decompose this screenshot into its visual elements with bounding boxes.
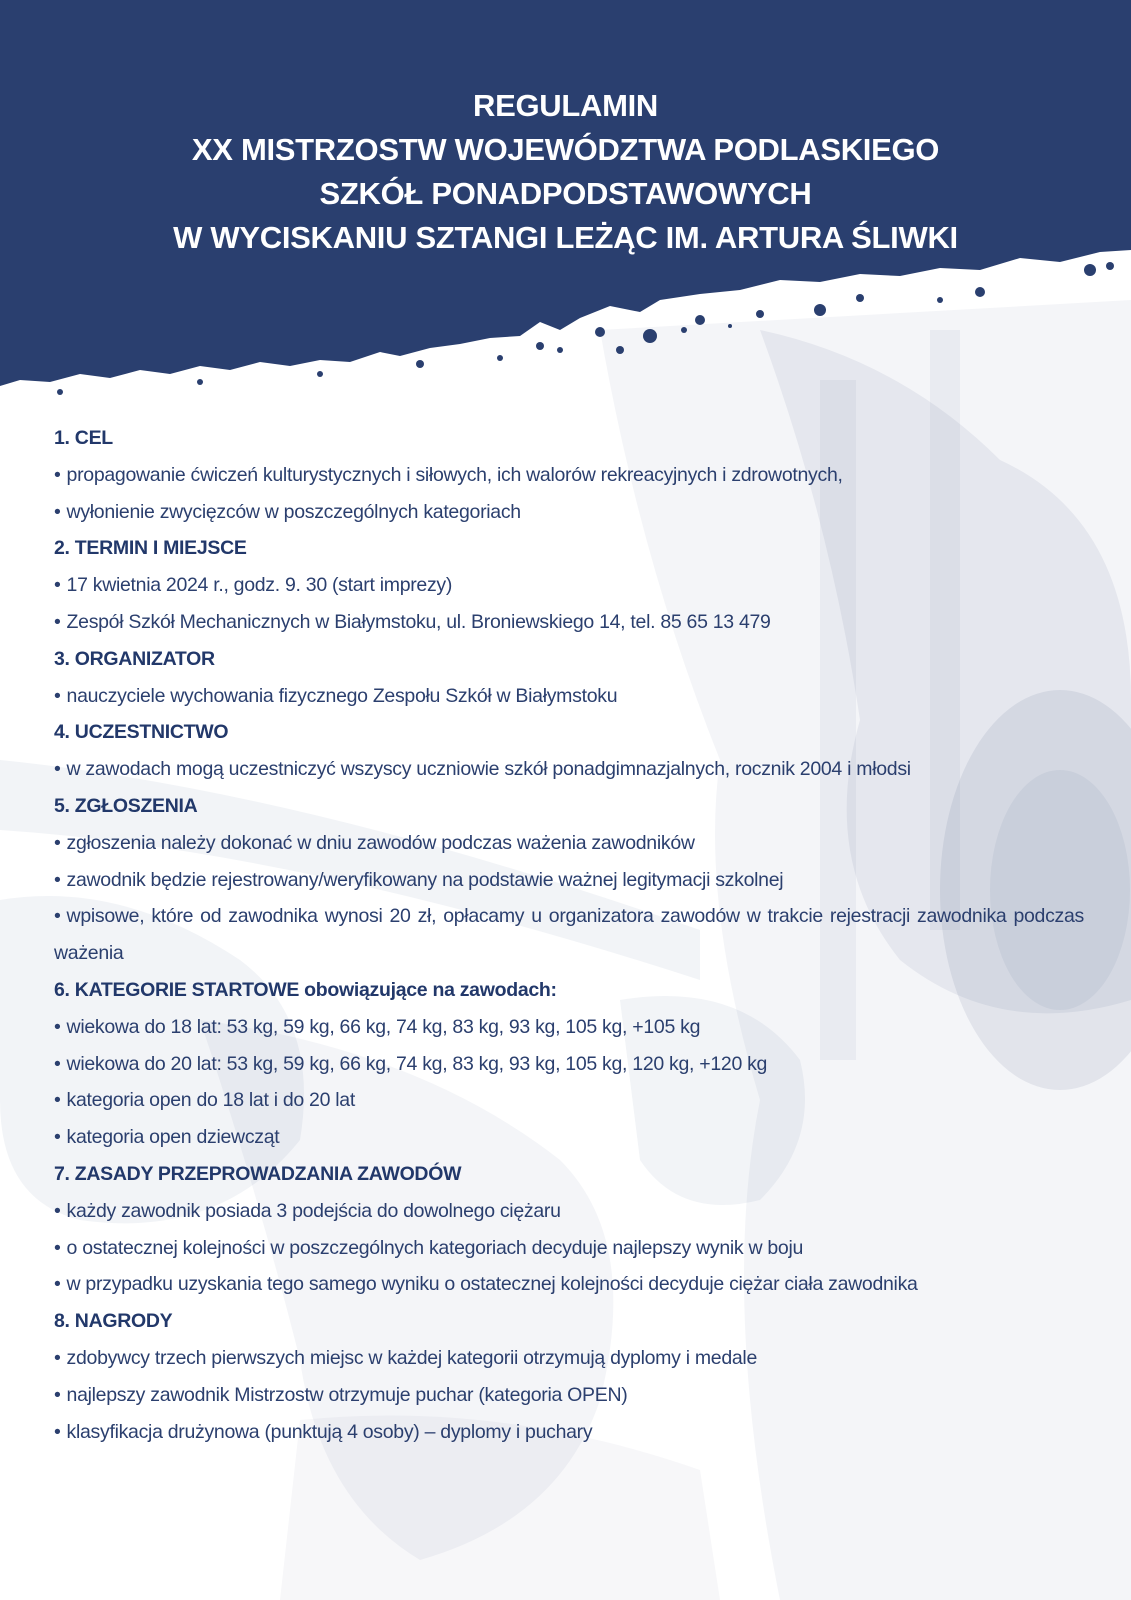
section-heading: 8. NAGRODY [54,1310,173,1333]
section-date-place [54,530,1084,640]
section-heading: 3. ORGANIZATOR [54,647,215,670]
section-heading: 2. TERMIN I MIEJSCE [54,537,247,560]
list-item: • nauczyciele wychowania fizycznego Zespołu Szkół w Białymstoku [54,684,618,707]
list-item: • Zespół Szkół Mechanicznych w Białymstoku, ul. Broniewskiego 14, tel. 85 65 13 479 [54,610,771,633]
section-awards [54,1303,1084,1450]
section-heading: 5. ZGŁOSZENIA [54,794,198,817]
section-participation [54,714,1084,788]
list-item: • klasyfikacja drużynowa (punktują 4 osoby) – dyplomy i puchary [54,1420,593,1443]
list-item: • zgłoszenia należy dokonać w dniu zawodów podczas ważenia zawodników [54,831,695,854]
section-rules [54,1156,1084,1303]
title-line-3: SZKÓŁ PONADPODSTAWOWYCH [319,176,812,211]
list-item: • kategoria open do 18 lat i do 20 lat [54,1089,355,1112]
list-item: • propagowanie ćwiczeń kulturystycznych i siłowych, ich walorów rekreacyjnych i zdrowotnych, [54,463,843,486]
list-item: • wyłonienie zwycięzców w poszczególnych kategoriach [54,500,521,523]
document-title [0,84,1131,260]
list-item: • 17 kwietnia 2024 r., godz. 9. 30 (start imprezy) [54,574,453,597]
section-heading: 6. KATEGORIE STARTOWE obowiązujące na zawodach: [54,978,557,1001]
list-item: • zdobywcy trzech pierwszych miejsc w każdej kategorii otrzymują dyplomy i medale [54,1346,758,1369]
section-heading: 7. ZASADY PRZEPROWADZANIA ZAWODÓW [54,1162,462,1185]
title-line-1: REGULAMIN [472,88,658,123]
section-organizer [54,641,1084,715]
section-registration [54,788,1084,972]
list-item: • w przypadku uzyskania tego samego wyniku o ostatecznej kolejności decyduje ciężar ciała zawodnika [54,1273,918,1296]
list-item: • wiekowa do 20 lat: 53 kg, 59 kg, 66 kg, 74 kg, 83 kg, 93 kg, 105 kg, 120 kg, +120 kg [54,1052,768,1075]
list-item: • wiekowa do 18 lat: 53 kg, 59 kg, 66 kg, 74 kg, 83 kg, 93 kg, 105 kg, +105 kg [54,1015,701,1038]
list-item: • każdy zawodnik posiada 3 podejścia do dowolnego ciężaru [54,1199,561,1222]
section-goal [54,420,1084,530]
section-categories [54,972,1084,1156]
title-line-4: W WYCISKANIU SZTANGI LEŻĄC IM. ARTURA ŚLIWKI [173,220,958,255]
list-item: • zawodnik będzie rejestrowany/weryfikowany na podstawie ważnej legitymacji szkolnej [54,868,784,891]
list-item: • w zawodach mogą uczestniczyć wszyscy uczniowie szkół ponadgimnazjalnych, rocznik 2004 i młodsi [54,758,911,781]
list-item: • kategoria open dziewcząt [54,1126,280,1149]
list-item: • o ostatecznej kolejności w poszczególnych kategoriach decyduje najlepszy wynik w boju [54,1236,804,1259]
section-heading: 1. CEL [54,427,113,449]
regulation-content [54,420,1084,1450]
section-heading: 4. UCZESTNICTWO [54,721,229,744]
list-item: • wpisowe, które od zawodnika wynosi 20 zł, opłacamy u organizatora zawodów w trakcie rejestracji zawodnika podczas ważenia [54,905,1084,965]
list-item: • najlepszy zawodnik Mistrzostw otrzymuje puchar (kategoria OPEN) [54,1383,628,1406]
title-line-2: XX MISTRZOSTW WOJEWÓDZTWA PODLASKIEGO [191,132,940,167]
